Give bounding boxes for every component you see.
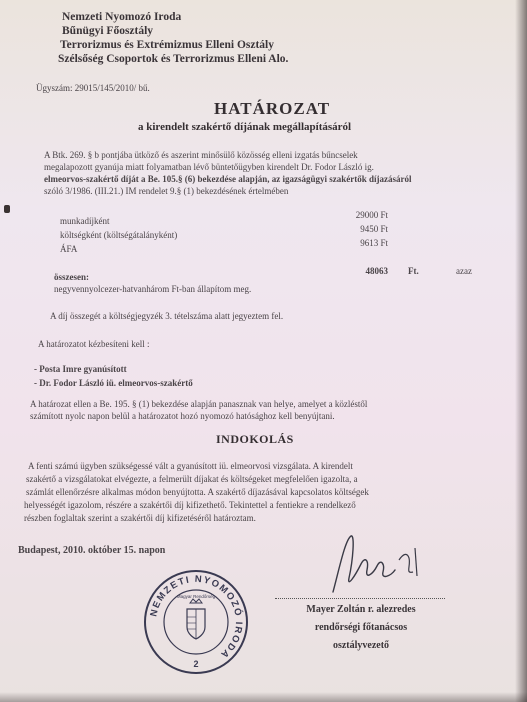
total-filler: azaz [456, 266, 472, 276]
signatory-position: osztályvezető [332, 640, 390, 651]
reasoning-line-4: helyességét igazolom, részére a szakértői díj kifizethető. Tekintettel a fentiekre a rendelkező [24, 500, 356, 510]
header-line-3: Terrorizmus és Extrémizmus Elleni Osztály [60, 39, 274, 51]
fee-label-work: munkadíjként [60, 216, 110, 226]
ledger-note: A díj összegét a költségjegyzék 3. tételszáma alatt jegyeztem fel. [50, 311, 284, 321]
intro-line-3: elmeorvos-szakértő díját a Be. 105.§ (6) bekezdése alapján, az igazságügyi szakértők díjazásáról [44, 174, 412, 184]
intro-line-4: szóló 3/1986. (III.21.) IM rendelet 9.§ (1) bekezdésének értelmében [44, 186, 289, 196]
intro-line-1: A Btk. 269. § b pontjába ütköző és aszerint minősülő közösség elleni izgatás bűncselek [44, 150, 358, 160]
total-label: összesen: [54, 272, 89, 282]
intro-line-2: megalapozott gyanúja miatt folyamatban lévő büntetőügyben kirendelt Dr. Fodor László ig. [44, 162, 374, 172]
page-edge-shadow [515, 0, 527, 702]
header-line-4: Szélsőség Csoportok és Terrorizmus Elleni Alo. [58, 53, 289, 65]
header-line-2: Bűnügyi Főosztály [62, 25, 154, 37]
svg-text:NEMZETI NYOMOZÓ IRODA: NEMZETI NYOMOZÓ IRODA [148, 573, 245, 661]
document-title: HATÁROZAT [214, 99, 331, 118]
place-date: Budapest, 2010. október 15. napon [18, 545, 166, 556]
page-bottom-shadow [0, 692, 527, 702]
total-unit: Ft. [408, 266, 419, 276]
signatory-rank: rendőrségi főtanácsos [314, 622, 408, 633]
total-in-words: negyvennyolcezer-hatvanhárom Ft-ban állapítom meg. [54, 284, 252, 294]
notify-intro: A határozatot kézbesíteni kell : [38, 339, 150, 349]
punch-mark [4, 205, 10, 213]
document-subtitle: a kirendelt szakértő díjának megállapításáról [138, 121, 352, 133]
reasoning-title: INDOKOLÁS [216, 432, 294, 446]
reasoning-line-1: A fenti számú ügyben szükségessé vált a gyanúsított iü. elmeorvosi vizsgálata. A kirendelt [28, 461, 353, 471]
handwritten-signature [325, 530, 435, 600]
case-number: Ügyszám: 29015/145/2010/ bű. [36, 83, 150, 93]
reasoning-line-5: részben foglaltak szerint a szakértői díj kifizetéséről határoztam. [24, 513, 256, 523]
fee-label-cost: költségként (költségátalányként) [60, 230, 178, 240]
svg-text:2: 2 [193, 659, 199, 669]
fee-label-vat: ÁFA [60, 244, 78, 254]
fee-amount-work: 29000 Ft [355, 210, 388, 220]
recipient-2: - Dr. Fodor László iü. elmeorvos-szakértő [34, 378, 193, 388]
header-line-1: Nemzeti Nyomozó Iroda [62, 11, 182, 23]
appeal-line-2: számított nyolc napon belül a határozatot hozó nyomozó hatósághoz kell benyújtani. [30, 411, 335, 421]
appeal-line-1: A határozat ellen a Be. 195. § (1) bekezdése alapján panasznak van helye, amelyet a közléstől [30, 399, 368, 409]
official-stamp [143, 569, 249, 675]
reasoning-line-2: szakértő a vizsgálatokat elvégezte, a felmerült díjakat és költségeket megfelelően igazolta, a [26, 474, 358, 484]
fee-amount-cost: 9450 Ft [360, 224, 388, 234]
signature-line [275, 598, 445, 599]
recipient-1: - Posta Imre gyanúsított [34, 364, 127, 374]
total-amount: 48063 [365, 266, 388, 276]
fee-amount-vat: 9613 Ft [360, 238, 388, 248]
signatory-name: Mayer Zoltán r. alezredes [306, 604, 416, 615]
reasoning-line-3: számlát ellenőrzésre alkalmas módon benyújtotta. A szakértő díjazásával kapcsolatos költségek [26, 487, 369, 497]
svg-text:Magyar Rendőrség: Magyar Rendőrség [176, 594, 216, 599]
